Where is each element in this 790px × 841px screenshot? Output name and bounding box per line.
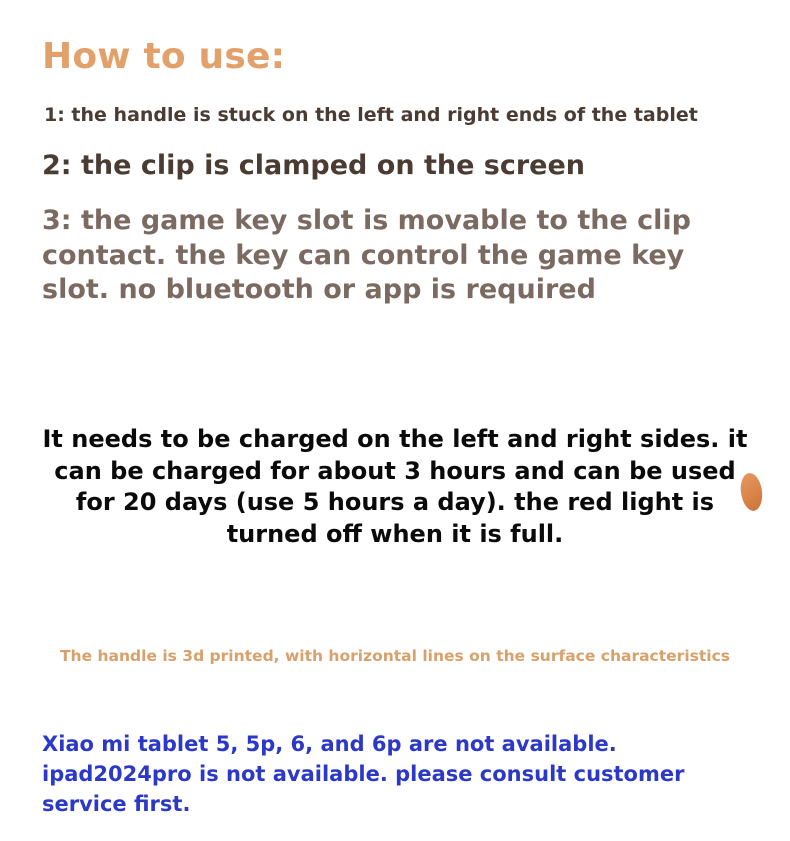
instruction-step-2: 2: the clip is clamped on the screen xyxy=(42,150,586,181)
instruction-step-3: 3: the game key slot is movable to the clip contact. the key can control the game key slot. no bluetooth or app is required xyxy=(42,205,692,306)
handle-material-note: The handle is 3d printed, with horizontal lines on the surface characteristics xyxy=(59,647,730,665)
instruction-step-1: 1: the handle is stuck on the left and right ends of the tablet xyxy=(44,104,698,126)
page-title: How to use: xyxy=(42,36,286,77)
compatibility-warning: Xiao mi tablet 5, 5p, 6, and 6p are not available. ipad2024pro is not available. please consult customer service first. xyxy=(42,732,685,816)
charging-instructions: It needs to be charged on the left and right sides. it can be charged for about 3 hours and can be used for 20 days (use 5 hours a day). the red light is turned off when it is full. xyxy=(42,425,748,549)
